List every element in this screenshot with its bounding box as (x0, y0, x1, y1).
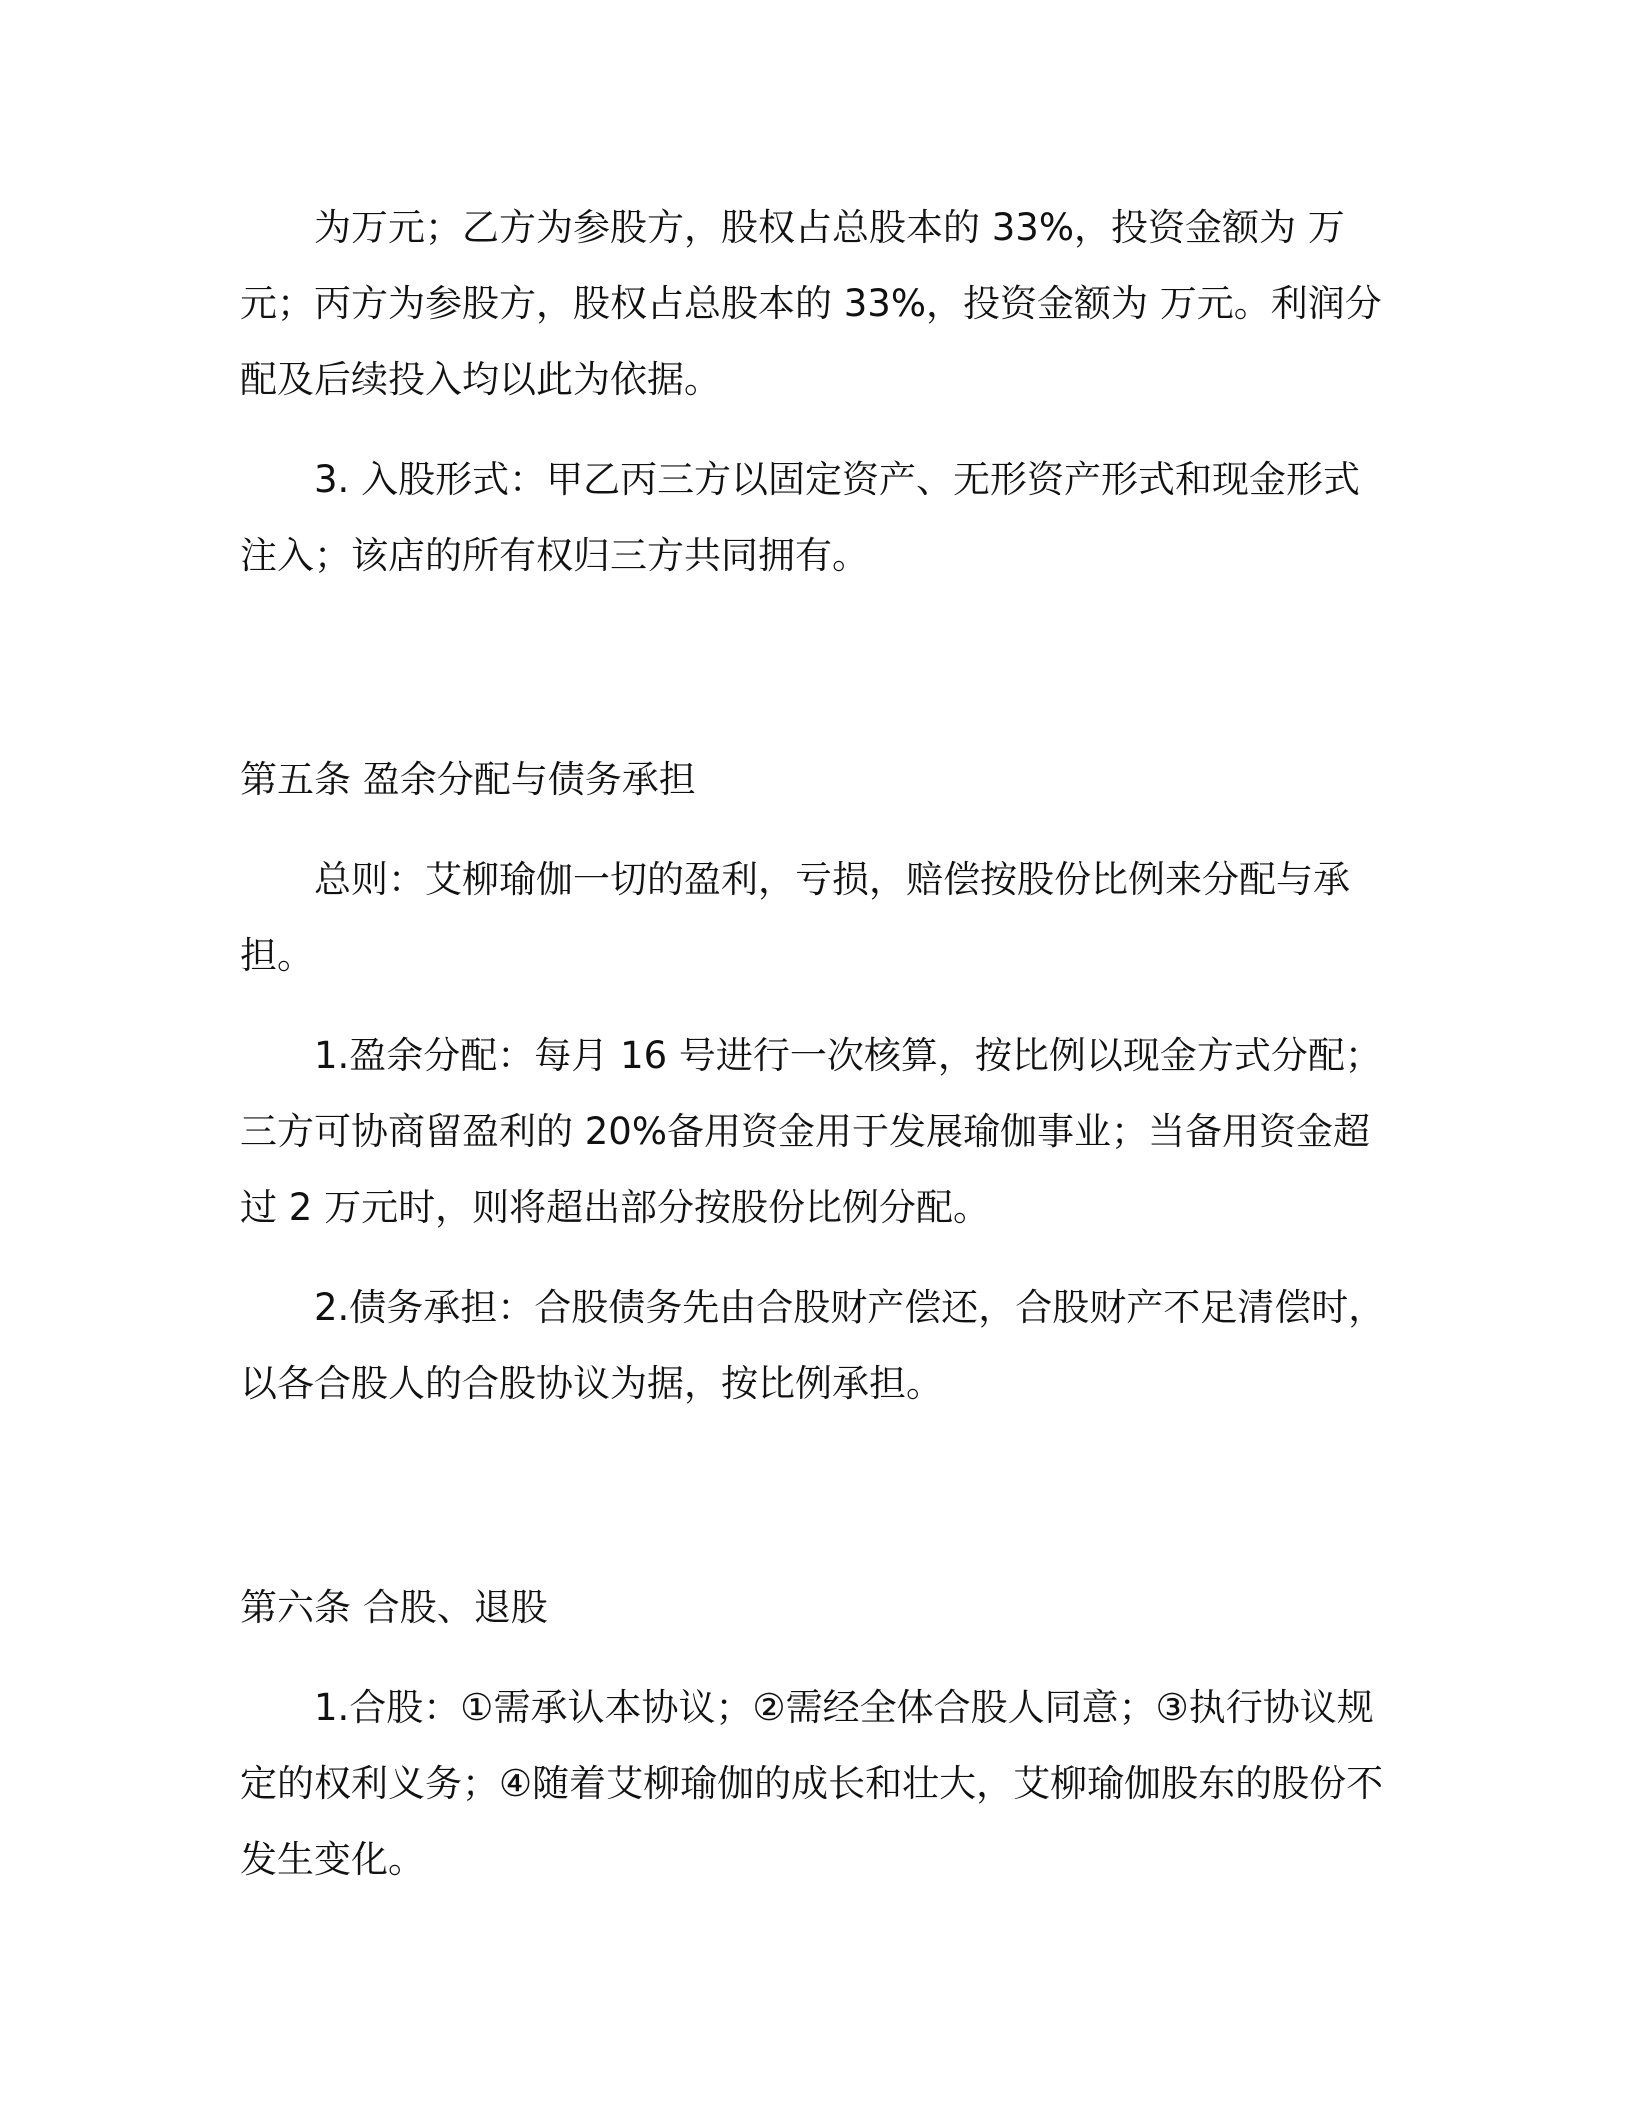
article-6-item-join: 1.合股：①需承认本协议；②需经全体合股人同意；③执行协议规定的权利义务；④随着艾柳瑜伽的成长和壮大，艾柳瑜伽股东的股份不发生变化。 (240, 1686, 1384, 1881)
article-5-heading: 第五条 盈余分配与债务承担 (240, 758, 696, 801)
article-6-heading: 第六条 合股、退股 (240, 1586, 548, 1629)
section-spacer (240, 618, 1390, 742)
article-5-general: 总则：艾柳瑜伽一切的盈利，亏损，赔偿按股份比例来分配与承担。 (240, 858, 1350, 977)
article-5-item-debt-liability: 2.债务承担：合股债务先由合股财产偿还，合股财产不足清偿时，以各合股人的合股协议为据，按比例承担。 (240, 1286, 1386, 1405)
document-body (240, 190, 1390, 1922)
article-5-item-profit-distribution: 1.盈余分配：每月 16 号进行一次核算，按比例以现金方式分配；三方可协商留盈利的 20%备用资金用于发展瑜伽事业；当备用资金超过 2 万元时，则将超出部分按股份比例分配。 (240, 1034, 1382, 1229)
section-spacer (240, 1446, 1390, 1570)
paragraph-share-ratio: 为万元；乙方为参股方，股权占总股本的 33%，投资金额为 万元；丙方为参股方，股权占总股本的 33%，投资金额为 万元。利润分配及后续投入均以此为依据。 (240, 206, 1382, 401)
paragraph-investment-form: 3. 入股形式：甲乙丙三方以固定资产、无形资产形式和现金形式注入；该店的所有权归三方共同拥有。 (240, 458, 1361, 577)
